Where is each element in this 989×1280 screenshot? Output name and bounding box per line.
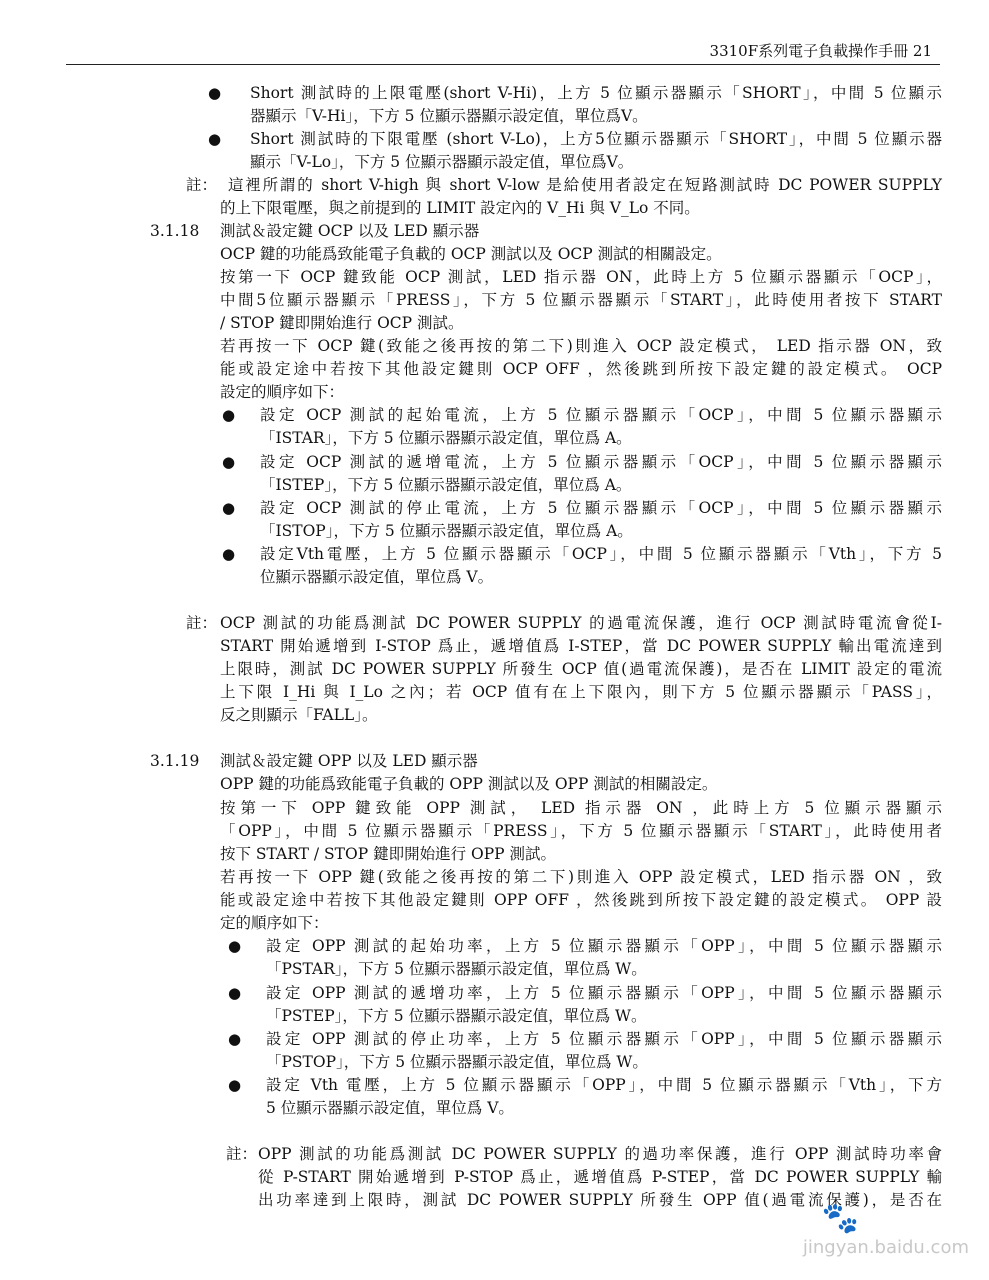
- text-line: OCP 鍵的功能爲致能電子負載的 OCP 測試以及 OCP 測試的相關設定。: [220, 245, 722, 263]
- list-item: 設定 OCP 測試的起始電流，上方 5 位顯示器顯示「OCP」，中間 5 位顯示器顯示: [260, 406, 942, 424]
- section-number: 3.1.18: [150, 222, 200, 240]
- text-line: 按第一下 OPP 鍵致能 OPP 測試， LED 指示器 ON ，此時上方 5 位顯示器顯示: [220, 799, 942, 817]
- text-line: 若再按一下 OPP 鍵(致能之後再按的第二下)則進入 OPP 設定模式，LED 指示器 ON ，致: [220, 868, 942, 886]
- list-item: 「PSTAR」，下方 5 位顯示器顯示設定值，單位爲 W。: [266, 960, 647, 978]
- bullet-icon: ●: [228, 984, 242, 1002]
- text-line: 顯示「V-Lo」，下方 5 位顯示器顯示設定值，單位爲V。: [250, 153, 634, 171]
- note-label: 註：: [186, 176, 218, 194]
- text-line: Short 測試時的下限電壓 (short V-Lo)，上方5位顯示器顯示「SHORT」，中間 5 位顯示器: [250, 130, 942, 148]
- list-item: 設定 OPP 測試的停止功率，上方 5 位顯示器顯示「OPP」，中間 5 位顯示器顯示: [266, 1030, 942, 1048]
- bullet-icon: ●: [208, 84, 222, 102]
- note-line: 上下限 I_Hi 與 I_Lo 之內；若 OCP 值有在上下限內，則下方 5 位顯示器顯示「PASS」，: [220, 683, 942, 701]
- note-line: 反之則顯示「FALL」。: [220, 706, 378, 724]
- text-line: / STOP 鍵即開始進行 OCP 測試。: [220, 314, 464, 332]
- note-line: OCP 測試的功能爲測試 DC POWER SUPPLY 的過電流保護，進行 OCP 測試時電流會從I-: [220, 614, 942, 632]
- list-item: 「PSTOP」，下方 5 位顯示器顯示設定值，單位爲 W。: [266, 1053, 648, 1071]
- text-line: 「OPP」，中間 5 位顯示器顯示「PRESS」，下方 5 位顯示器顯示「START」，此時使用者: [220, 822, 942, 840]
- page-header: [66, 42, 940, 65]
- text-line: 能或設定途中若按下其他設定鍵則 OCP OFF ，然後跳到所按下設定鍵的設定模式。 OCP: [220, 360, 942, 378]
- note-line: OPP 測試的功能爲測試 DC POWER SUPPLY 的過功率保護，進行 OPP 測試時功率會: [258, 1145, 942, 1163]
- list-item: 設定 OPP 測試的遞增功率，上方 5 位顯示器顯示「OPP」，中間 5 位顯示器顯示: [266, 984, 942, 1002]
- note-line: 出功率達到上限時，測試 DC POWER SUPPLY 所發生 OPP 值(過電流保護)，是否在: [258, 1191, 942, 1209]
- note-line: 上限時，測試 DC POWER SUPPLY 所發生 OCP 值(過電流保護)，是否在 LIMIT 設定的電流: [220, 660, 942, 678]
- text-line: 能或設定途中若按下其他設定鍵則 OPP OFF ，然後跳到所按下設定鍵的設定模式。 OPP 設: [220, 891, 942, 909]
- bullet-icon: ●: [222, 499, 236, 517]
- bullet-icon: ●: [222, 545, 236, 563]
- list-item: 「PSTEP」，下方 5 位顯示器顯示設定值，單位爲 W。: [266, 1007, 647, 1025]
- note-line: START 開始遞增到 I-STOP 爲止，遞增值爲 I-STEP，當 DC POWER SUPPLY 輸出電流達到: [220, 637, 942, 655]
- text-line: 設定的順序如下：: [220, 383, 345, 401]
- list-item: 「ISTAR」，下方 5 位顯示器顯示設定值，單位爲 A。: [260, 429, 632, 447]
- bullet-icon: ●: [228, 1076, 242, 1094]
- section-number: 3.1.19: [150, 752, 200, 770]
- text-line: 器顯示「V-Hi」，下方 5 位顯示器顯示設定值，單位爲V。: [250, 107, 648, 125]
- list-item: 設定 OCP 測試的遞增電流，上方 5 位顯示器顯示「OCP」，中間 5 位顯示器顯示: [260, 453, 942, 471]
- bullet-icon: ●: [228, 1030, 242, 1048]
- bullet-icon: ●: [222, 406, 236, 424]
- list-item: 設定 OCP 測試的停止電流，上方 5 位顯示器顯示「OCP」，中間 5 位顯示器顯示: [260, 499, 942, 517]
- watermark-paw-icon: 🐾: [821, 1201, 859, 1236]
- bullet-icon: ●: [222, 453, 236, 471]
- note-label: 註：: [186, 614, 218, 632]
- text-line: OPP 鍵的功能爲致能電子負載的 OPP 測試以及 OPP 測試的相關設定。: [220, 775, 718, 793]
- text-line: 按第一下 OCP 鍵致能 OCP 測試，LED 指示器 ON，此時上方 5 位顯示器顯示「OCP」，: [220, 268, 942, 286]
- section-heading: 測試＆設定鍵 OCP 以及 LED 顯示器: [220, 222, 480, 240]
- note-line: 這裡所謂的 short V-high 與 short V-low 是給使用者設定在短路測試時 DC POWER SUPPLY: [228, 176, 942, 194]
- note-label: 註：: [226, 1145, 258, 1163]
- text-line: 定的順序如下：: [220, 914, 329, 932]
- note-line: 的上下限電壓，與之前提到的 LIMIT 設定內的 V_Hi 與 V_Lo 不同。: [220, 199, 700, 217]
- section-heading: 測試＆設定鍵 OPP 以及 LED 顯示器: [220, 752, 478, 770]
- text-line: Short 測試時的上限電壓(short V-Hi)，上方 5 位顯示器顯示「SHORT」，中間 5 位顯示: [250, 84, 942, 102]
- text-line: 中間5位顯示器顯示「PRESS」，下方 5 位顯示器顯示「START」，此時使用者按下 START: [220, 291, 942, 309]
- text-line: 按下 START / STOP 鍵即開始進行 OPP 測試。: [220, 845, 556, 863]
- note-line: 從 P-START 開始遞增到 P-STOP 爲止，遞增值爲 P-STEP，當 DC POWER SUPPLY 輸: [258, 1168, 942, 1186]
- bullet-icon: ●: [208, 130, 222, 148]
- list-item: 「ISTEP」，下方 5 位顯示器顯示設定值，單位爲 A。: [260, 476, 632, 494]
- watermark: jingyan.baidu.com: [802, 1237, 969, 1258]
- list-item: 設定 Vth 電壓，上方 5 位顯示器顯示「OPP」，中間 5 位顯示器顯示「Vth」，下方: [266, 1076, 942, 1094]
- list-item: 設定 OPP 測試的起始功率，上方 5 位顯示器顯示「OPP」，中間 5 位顯示器顯示: [266, 937, 942, 955]
- text-line: 若再按一下 OCP 鍵(致能之後再按的第二下)則進入 OCP 設定模式， LED 指示器 ON，致: [220, 337, 942, 355]
- list-item: 「ISTOP」，下方 5 位顯示器顯示設定值，單位爲 A。: [260, 522, 633, 540]
- list-item: 5 位顯示器顯示設定值，單位爲 V。: [266, 1099, 514, 1117]
- list-item: 位顯示器顯示設定值，單位爲 V。: [260, 568, 494, 586]
- bullet-icon: ●: [228, 937, 242, 955]
- header-title: 3310F系列電子負載操作手冊 21: [709, 42, 932, 60]
- list-item: 設定Vth電壓，上方 5 位顯示器顯示「OCP」，中間 5 位顯示器顯示「Vth」，下方 5: [260, 545, 942, 563]
